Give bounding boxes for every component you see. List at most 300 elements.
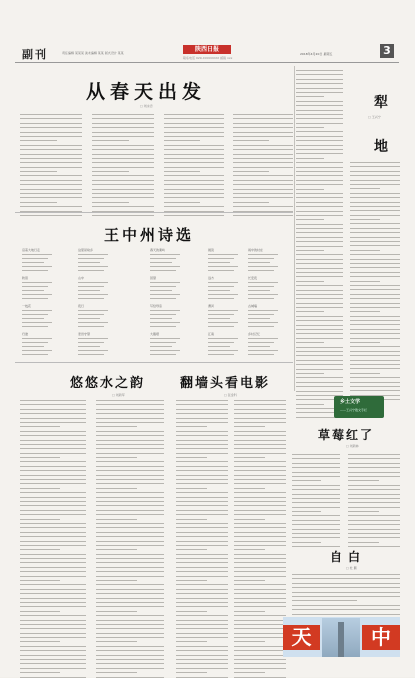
poem-line	[248, 354, 274, 355]
text-line	[234, 628, 286, 629]
text-line	[20, 206, 82, 207]
text-line	[20, 175, 82, 176]
text-line	[350, 294, 400, 295]
poem-line	[22, 350, 52, 351]
ad-character-left: 天	[283, 625, 320, 650]
text-line	[350, 263, 400, 264]
text-line	[234, 659, 286, 660]
text-line	[234, 523, 286, 524]
text-line	[20, 554, 86, 555]
text-line	[296, 171, 343, 172]
text-line	[20, 140, 57, 141]
text-line	[233, 193, 293, 194]
poem-title: 这里是故乡	[78, 248, 94, 252]
poem-line	[78, 290, 100, 291]
text-line	[176, 510, 228, 511]
text-line	[176, 440, 228, 441]
text-line	[296, 320, 343, 321]
text-line	[164, 171, 200, 172]
text-line	[96, 457, 137, 458]
text-line	[96, 514, 164, 515]
text-line	[234, 571, 286, 572]
poem-title: 远方	[208, 276, 215, 280]
text-line	[96, 611, 137, 612]
text-line	[20, 589, 86, 590]
text-line	[20, 215, 82, 216]
poem-line	[248, 298, 274, 299]
text-line	[233, 123, 293, 124]
text-line	[234, 444, 286, 445]
text-line	[292, 454, 340, 455]
text-line	[20, 641, 60, 642]
text-line	[234, 602, 286, 603]
text-line	[20, 167, 82, 168]
text-line	[96, 523, 164, 524]
text-line	[348, 498, 400, 499]
text-line	[96, 554, 164, 555]
text-line	[176, 545, 228, 546]
text-line	[20, 519, 60, 520]
text-line	[92, 189, 154, 190]
poem-line	[208, 342, 234, 343]
text-line	[296, 303, 343, 304]
text-line	[96, 453, 164, 454]
poem-line	[22, 314, 48, 315]
text-line	[20, 114, 82, 115]
text-line	[296, 153, 343, 154]
text-line	[164, 202, 200, 203]
text-line	[296, 228, 343, 229]
text-line	[233, 149, 293, 150]
text-line	[92, 114, 154, 115]
text-column	[348, 454, 400, 547]
poem-line	[78, 338, 108, 339]
text-line	[164, 189, 224, 190]
text-line	[176, 584, 228, 585]
text-line	[96, 532, 164, 533]
text-line	[348, 458, 400, 459]
text-line	[96, 567, 164, 568]
text-line	[234, 641, 265, 642]
text-line	[234, 536, 286, 537]
text-line	[92, 202, 129, 203]
poem-title: 麦田守望	[78, 332, 91, 336]
text-line	[234, 457, 265, 458]
article-title-water: 悠悠水之韵	[70, 376, 146, 391]
text-line	[233, 206, 293, 207]
text-line	[350, 184, 400, 185]
text-line	[292, 463, 340, 464]
text-line	[296, 307, 343, 308]
text-line	[348, 463, 400, 464]
text-line	[176, 475, 228, 476]
text-line	[20, 162, 82, 163]
text-line	[296, 290, 343, 291]
text-line	[176, 549, 207, 550]
text-column	[233, 114, 293, 216]
poem-line	[22, 294, 52, 295]
text-line	[292, 600, 357, 601]
text-line	[20, 514, 86, 515]
poem-line	[248, 338, 278, 339]
text-line	[292, 596, 400, 597]
text-line	[233, 180, 293, 181]
text-line	[176, 624, 228, 625]
text-line	[292, 609, 400, 610]
text-line	[296, 281, 324, 282]
text-line	[96, 422, 164, 423]
text-line	[234, 466, 286, 467]
text-line	[348, 489, 400, 490]
text-line	[350, 171, 400, 172]
text-line	[296, 149, 343, 150]
text-line	[176, 541, 228, 542]
text-line	[92, 127, 154, 128]
text-line	[96, 620, 164, 621]
poem-line	[78, 354, 104, 355]
text-line	[20, 536, 86, 537]
text-line	[164, 127, 224, 128]
poem-line	[22, 346, 44, 347]
text-line	[296, 404, 324, 405]
text-line	[296, 373, 324, 374]
text-line	[92, 136, 154, 137]
text-line	[96, 497, 164, 498]
poem-line	[22, 258, 48, 259]
text-line	[296, 101, 343, 102]
text-line	[350, 267, 400, 268]
text-line	[296, 219, 324, 220]
text-line	[164, 180, 224, 181]
poem-line	[208, 254, 238, 255]
text-line	[96, 571, 164, 572]
text-line	[350, 166, 400, 167]
poem-line	[150, 286, 176, 287]
poem-line	[208, 314, 234, 315]
text-line	[96, 413, 164, 414]
poem-line	[248, 342, 274, 343]
poem-line	[208, 354, 234, 355]
text-line	[350, 373, 380, 374]
text-line	[234, 440, 286, 441]
text-line	[348, 472, 400, 473]
text-line	[233, 145, 293, 146]
text-line	[233, 167, 293, 168]
text-line	[164, 114, 224, 115]
text-line	[164, 215, 224, 216]
text-line	[234, 650, 286, 651]
text-line	[176, 620, 228, 621]
text-line	[350, 342, 380, 343]
text-line	[350, 259, 400, 260]
text-line	[176, 483, 228, 484]
text-line	[234, 488, 265, 489]
text-line	[20, 171, 57, 172]
poem-line	[22, 354, 48, 355]
text-line	[296, 329, 343, 330]
text-line	[20, 440, 86, 441]
poem-line	[208, 266, 238, 267]
text-line	[20, 611, 60, 612]
text-line	[176, 505, 228, 506]
text-line	[92, 123, 154, 124]
text-line	[296, 79, 343, 80]
poem-line	[248, 310, 278, 311]
article-title-film: 翻墙头看电影	[180, 376, 271, 391]
text-line	[20, 149, 82, 150]
text-line	[296, 259, 343, 260]
text-line	[96, 637, 164, 638]
text-line	[176, 562, 228, 563]
text-line	[296, 140, 343, 141]
text-column	[176, 400, 228, 678]
text-line	[20, 426, 60, 427]
poem-line	[248, 350, 278, 351]
text-line	[92, 193, 154, 194]
text-line	[176, 650, 228, 651]
text-line	[350, 180, 400, 181]
text-line	[20, 123, 82, 124]
text-line	[176, 514, 228, 515]
byline-self: □ 杜 鹏	[346, 566, 357, 570]
text-line	[350, 281, 380, 282]
text-line	[350, 390, 400, 391]
text-line	[96, 440, 164, 441]
text-line	[348, 480, 379, 481]
text-line	[234, 453, 286, 454]
text-line	[350, 355, 400, 356]
text-line	[296, 355, 343, 356]
text-line	[96, 505, 164, 506]
text-line	[233, 154, 293, 155]
text-column	[296, 70, 343, 418]
text-line	[234, 418, 286, 419]
poem-line	[208, 262, 230, 263]
text-line	[234, 519, 265, 520]
poem-title: 长安夜	[248, 276, 258, 280]
text-line	[234, 567, 286, 568]
poem-line	[78, 270, 104, 271]
text-line	[350, 307, 400, 308]
text-line	[96, 444, 164, 445]
text-line	[20, 145, 82, 146]
text-line	[296, 88, 343, 89]
text-line	[96, 646, 164, 647]
text-line	[350, 324, 400, 325]
text-line	[350, 162, 400, 163]
text-line	[233, 136, 293, 137]
text-line	[96, 435, 164, 436]
poem-line	[208, 286, 234, 287]
text-line	[234, 514, 286, 515]
text-line	[164, 118, 224, 119]
text-line	[20, 180, 82, 181]
text-line	[92, 158, 154, 159]
text-line	[348, 454, 400, 455]
text-line	[176, 558, 228, 559]
poem-title: 山中	[78, 276, 85, 280]
text-line	[350, 382, 400, 383]
poem-line	[78, 262, 100, 263]
text-line	[350, 210, 400, 211]
text-line	[96, 404, 164, 405]
text-line	[164, 140, 200, 141]
text-line	[296, 276, 343, 277]
text-line	[20, 523, 86, 524]
text-line	[234, 545, 286, 546]
text-line	[96, 448, 164, 449]
text-line	[350, 303, 400, 304]
text-line	[296, 74, 343, 75]
text-line	[296, 294, 343, 295]
text-line	[348, 511, 379, 512]
text-line	[292, 574, 400, 575]
text-line	[350, 215, 400, 216]
text-line	[234, 470, 286, 471]
text-line	[348, 515, 400, 516]
text-line	[296, 131, 343, 132]
text-line	[20, 488, 60, 489]
text-line	[20, 435, 86, 436]
text-line	[176, 422, 228, 423]
text-line	[176, 488, 207, 489]
poem-line	[150, 318, 172, 319]
text-line	[96, 615, 164, 616]
article-title-strawberry: 草莓红了	[318, 428, 375, 442]
poem-line	[208, 258, 234, 259]
text-line	[296, 83, 343, 84]
text-line	[164, 197, 224, 198]
poem-line	[150, 282, 180, 283]
poem-line	[248, 270, 274, 271]
text-line	[233, 132, 293, 133]
poem-line	[208, 318, 230, 319]
text-line	[96, 580, 137, 581]
text-column	[350, 162, 400, 404]
text-line	[20, 628, 86, 629]
text-column	[164, 114, 224, 216]
text-line	[176, 655, 228, 656]
text-line	[164, 167, 224, 168]
poem-line	[22, 318, 44, 319]
text-line	[20, 431, 86, 432]
text-line	[296, 360, 343, 361]
poem-title: 写给母亲	[150, 304, 163, 308]
text-line	[296, 237, 343, 238]
text-line	[296, 272, 343, 273]
text-line	[96, 659, 164, 660]
text-line	[350, 223, 400, 224]
text-line	[20, 549, 60, 550]
text-line	[96, 536, 164, 537]
text-line	[350, 311, 380, 312]
text-column	[20, 114, 82, 216]
text-line	[164, 149, 224, 150]
text-line	[234, 475, 286, 476]
text-line	[234, 549, 265, 550]
text-line	[20, 668, 86, 669]
byline-plough: □ 王兴宁	[368, 115, 381, 119]
text-line	[234, 589, 286, 590]
text-line	[20, 448, 86, 449]
text-line	[176, 532, 228, 533]
text-line	[350, 219, 380, 220]
text-line	[350, 346, 400, 347]
poem-line	[22, 286, 48, 287]
text-line	[20, 545, 86, 546]
text-line	[348, 524, 400, 525]
text-line	[20, 637, 86, 638]
poem-title: 江南	[208, 332, 215, 336]
poem-line	[248, 286, 274, 287]
text-line	[350, 250, 380, 251]
text-line	[350, 237, 400, 238]
text-line	[350, 197, 400, 198]
text-line	[20, 158, 82, 159]
text-line	[96, 628, 164, 629]
text-line	[234, 584, 286, 585]
text-line	[234, 413, 286, 414]
text-line	[296, 127, 324, 128]
text-line	[96, 510, 164, 511]
text-line	[292, 587, 400, 588]
text-line	[292, 605, 400, 606]
text-line	[234, 668, 286, 669]
text-line	[20, 655, 86, 656]
text-line	[176, 448, 228, 449]
text-line	[350, 188, 380, 189]
text-line	[350, 232, 400, 233]
text-line	[96, 431, 164, 432]
text-line	[176, 453, 228, 454]
text-line	[233, 171, 269, 172]
text-line	[296, 202, 343, 203]
text-line	[234, 541, 286, 542]
text-line	[92, 180, 154, 181]
text-line	[296, 167, 343, 168]
poem-line	[150, 310, 180, 311]
text-line	[292, 614, 400, 615]
text-line	[20, 461, 86, 462]
text-line	[96, 466, 164, 467]
poem-line	[208, 310, 238, 311]
newspaper-logo: 陕西日报	[183, 45, 231, 54]
text-line	[296, 338, 343, 339]
text-line	[20, 510, 86, 511]
text-line	[20, 202, 57, 203]
text-line	[20, 562, 86, 563]
text-line	[176, 413, 228, 414]
text-line	[292, 494, 340, 495]
text-line	[234, 505, 286, 506]
text-line	[20, 154, 82, 155]
text-line	[20, 615, 86, 616]
text-line	[20, 189, 82, 190]
text-line	[234, 646, 286, 647]
text-line	[176, 479, 228, 480]
header-rule	[15, 62, 399, 63]
text-line	[296, 325, 343, 326]
text-line	[296, 158, 324, 159]
byline-film: □ 张金科	[224, 393, 237, 397]
text-line	[292, 498, 340, 499]
text-line	[176, 589, 228, 590]
poem-line	[150, 354, 176, 355]
text-line	[234, 497, 286, 498]
text-line	[176, 418, 228, 419]
text-line	[234, 580, 265, 581]
text-line	[164, 184, 224, 185]
